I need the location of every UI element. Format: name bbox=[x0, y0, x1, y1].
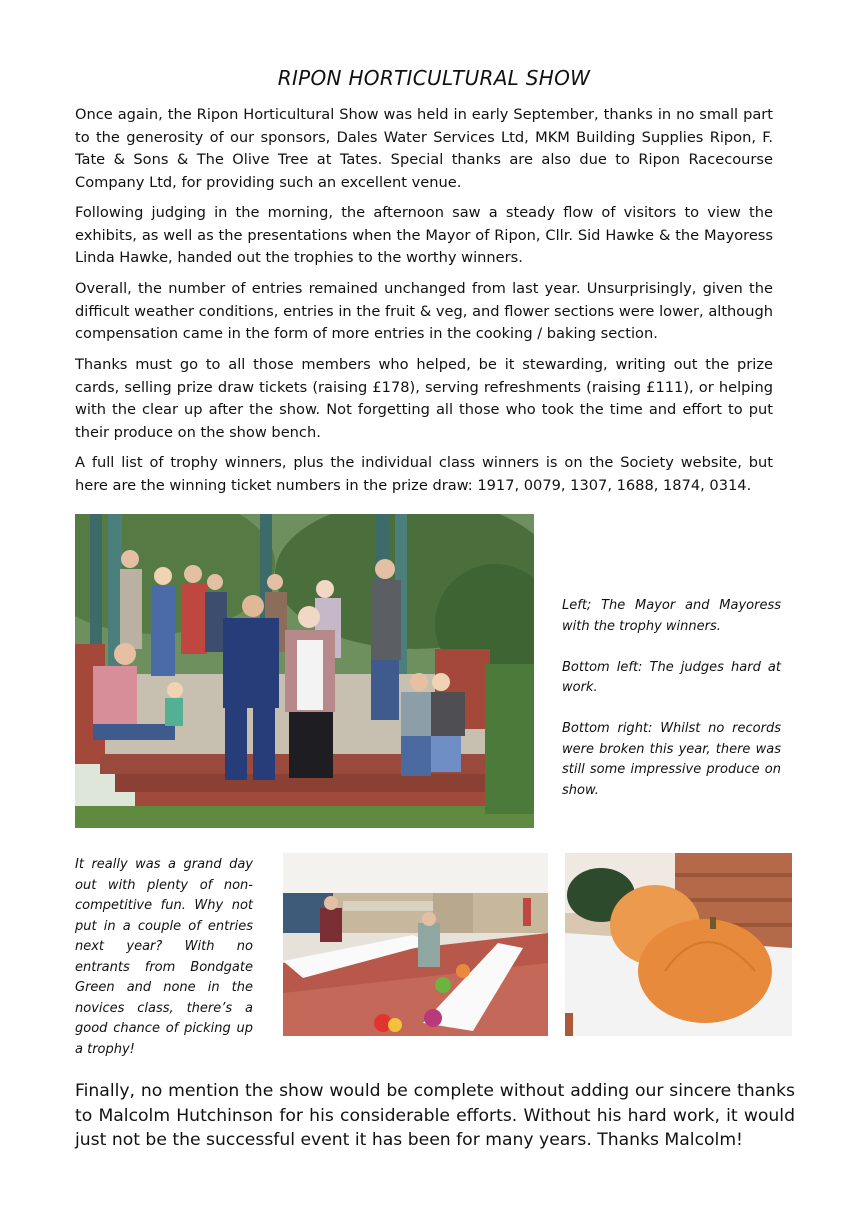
thanks-paragraph: Thanks must go to all those members who helped, be it stewarding, writing out the prize cards, selling prize draw tickets (raising £178), serving refreshments (raising £111), or helping with the clear up after the show. Not forgetting all those who took the time and effort to put their produce on the show bench. bbox=[75, 356, 773, 441]
closing-paragraph: Finally, no mention the show would be complete without adding our sincere thanks to Malcolm Hutchinson for his considerable efforts. Without his hard work, it would just not be the successful event it has been for many years. Thanks Malcolm! bbox=[75, 1081, 795, 1150]
trophy-winners-photo bbox=[75, 514, 534, 828]
pumpkins-photo bbox=[565, 853, 792, 1036]
judges-hall-photo bbox=[283, 853, 548, 1036]
caption-judges: Bottom left: The judges hard at work. bbox=[562, 659, 781, 695]
caption-grand-day: It really was a grand day out with plenty of non-competitive fun. Why not put in a couple of entries next year? With no entrants from Bondgate Green and none in the novices class, there’s a good chance of picking up a trophy! bbox=[75, 857, 253, 1057]
entries-paragraph: Overall, the number of entries remained unchanged from last year. Unsurprisingly, given the difficult weather conditions, entries in the fruit & veg, and flower sections were lower, although compensation came in the form of more entries in the cooking / baking section. bbox=[75, 280, 773, 342]
caption-mayor: Left; The Mayor and Mayoress with the trophy winners. bbox=[562, 598, 781, 634]
prize-draw-paragraph: A full list of trophy winners, plus the individual class winners is on the Society website, but here are the winning ticket numbers in the prize draw: 1917, 0079, 1307, 1688, 1874, 0314. bbox=[75, 454, 773, 494]
photo-captions-right bbox=[562, 596, 781, 822]
caption-produce: Bottom right: Whilst no records were broken this year, there was still some impressive produce on show. bbox=[562, 721, 781, 798]
intro-paragraph: Once again, the Ripon Horticultural Show was held in early September, thanks in no small part to the generosity of our sponsors, Dales Water Services Ltd, MKM Building Supplies Ripon, F. Tate & Sons & The Olive Tree at Tates. Special thanks are also due to Ripon Racecourse Company Ltd, for providing such an excellent venue. bbox=[75, 106, 773, 191]
judging-paragraph: Following judging in the morning, the afternoon saw a steady flow of visitors to view the exhibits, as well as the presentations when the Mayor of Ripon, Cllr. Sid Hawke & the Mayoress Linda Hawke, handed out the trophies to the worthy winners. bbox=[75, 204, 773, 266]
article-title: RIPON HORTICULTURAL SHOW bbox=[277, 66, 591, 90]
